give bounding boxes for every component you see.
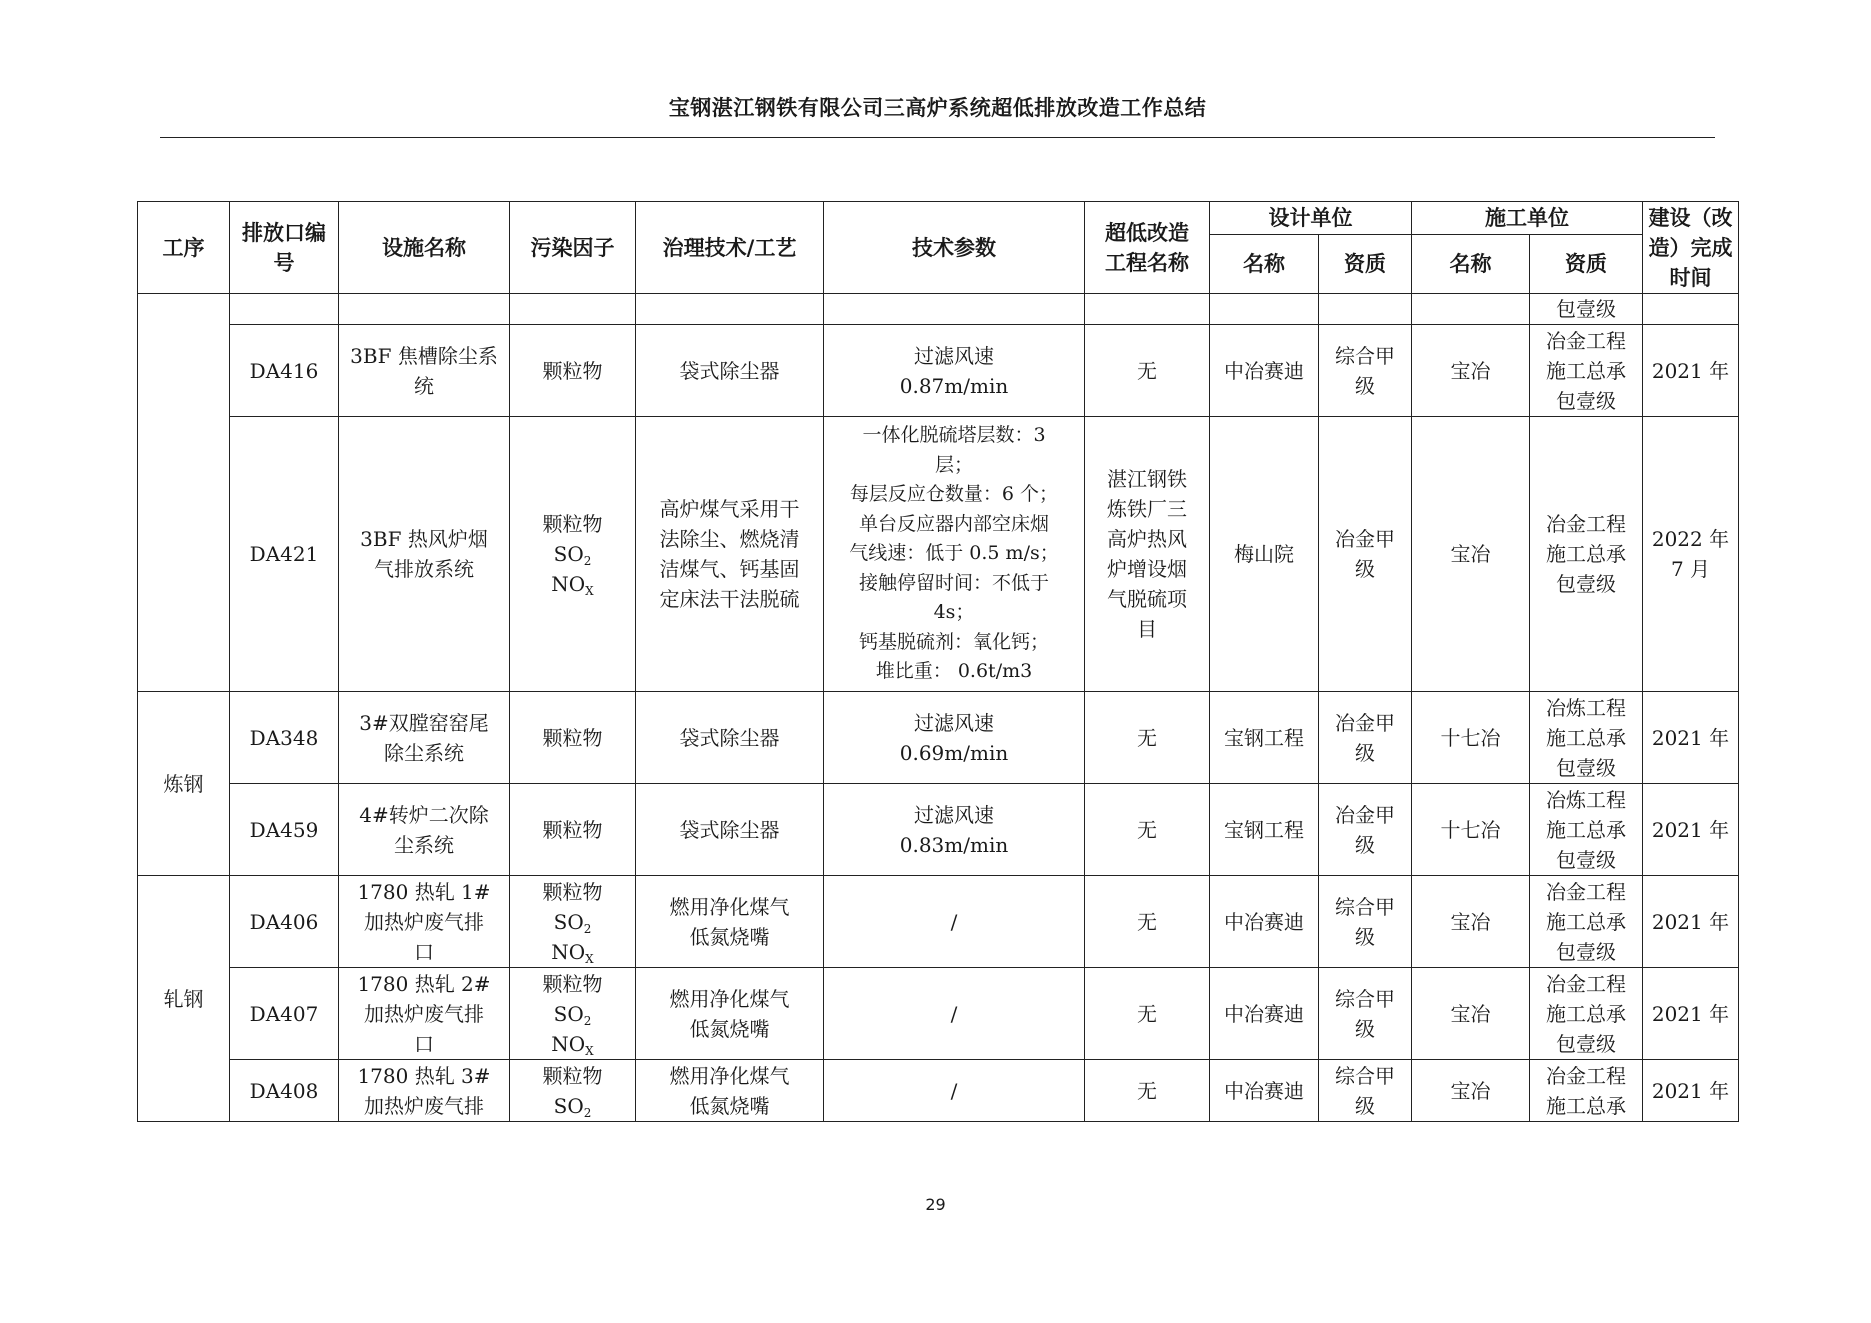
build-name-cell: 十七冶: [1412, 692, 1530, 784]
completion-time-cell: 2021 年: [1643, 1060, 1739, 1122]
outlet-code-cell: DA408: [230, 1060, 339, 1122]
completion-time-cell: 2021 年: [1643, 692, 1739, 784]
design-name-cell: 宝钢工程: [1210, 784, 1319, 876]
tech-cell: 袋式除尘器: [636, 784, 824, 876]
col-header-project: 超低改造 工程名称: [1085, 202, 1210, 294]
table-row: [138, 968, 1739, 1060]
completion-time-cell: 2021 年: [1643, 325, 1739, 417]
params-cell: 一体化脱硫塔层数：3 层； 每层反应仓数量：6 个； 单台反应器内部空床烟 气线速：低于 0.5 m/s； 接触停留时间：不低于 4s； 钙基脱硫剂：氧化钙； 堆比重： 0.6t/m3: [824, 417, 1085, 692]
cell-empty: [230, 294, 339, 325]
completion-time-cell: 2022 年 7 月: [1643, 417, 1739, 692]
design-name-cell: 梅山院: [1210, 417, 1319, 692]
emission-facilities-table: [137, 201, 1739, 1122]
pollutant-cell: 颗粒物 $SO_2$: [510, 1060, 636, 1122]
params-cell: /: [824, 876, 1085, 968]
cell-empty: [1085, 294, 1210, 325]
cell-empty: [1643, 294, 1739, 325]
tech-cell: 高炉煤气采用干 法除尘、燃烧清 洁煤气、钙基固 定床法干法脱硫: [636, 417, 824, 692]
facility-cell: 1780 热轧 1# 加热炉废气排 口: [339, 876, 510, 968]
build-name-cell: 宝冶: [1412, 876, 1530, 968]
page-number: 29: [925, 1195, 946, 1214]
tech-cell: 袋式除尘器: [636, 325, 824, 417]
pollutant-cell: 颗粒物 $SO_2$ $NO_X$: [510, 968, 636, 1060]
outlet-code-cell: DA416: [230, 325, 339, 417]
outlet-code-cell: DA407: [230, 968, 339, 1060]
cell-empty: [1412, 294, 1530, 325]
design-name-cell: 中冶赛迪: [1210, 968, 1319, 1060]
outlet-code-cell: DA421: [230, 417, 339, 692]
params-cell: 过滤风速 0.69m/min: [824, 692, 1085, 784]
build-name-cell: 宝冶: [1412, 417, 1530, 692]
build-qualification-cell: 冶炼工程 施工总承 包壹级: [1530, 784, 1643, 876]
params-cell: /: [824, 968, 1085, 1060]
build-qualification-cell: 冶金工程 施工总承 包壹级: [1530, 876, 1643, 968]
col-header-pollutant: 污染因子: [510, 202, 636, 294]
tech-cell: 袋式除尘器: [636, 692, 824, 784]
cell-empty: [1319, 294, 1412, 325]
pollutant-cell: 颗粒物: [510, 784, 636, 876]
build-qualification-cell: 冶炼工程 施工总承 包壹级: [1530, 692, 1643, 784]
design-name-cell: 中冶赛迪: [1210, 1060, 1319, 1122]
process-cell-rolling: 轧钢: [138, 876, 230, 1122]
col-header-design-qualification: 资质: [1319, 235, 1412, 294]
project-cell: 湛江钢铁 炼铁厂三 高炉热风 炉增设烟 气脱硫项 目: [1085, 417, 1210, 692]
table-row-carryover: [138, 294, 1739, 325]
build-name-cell: 宝冶: [1412, 325, 1530, 417]
col-header-outlet: 排放口编 号: [230, 202, 339, 294]
tech-cell: 燃用净化煤气 低氮烧嘴: [636, 1060, 824, 1122]
project-cell: 无: [1085, 325, 1210, 417]
table-row: [138, 325, 1739, 417]
table-row: [138, 784, 1739, 876]
design-qualification-cell: 综合甲 级: [1319, 876, 1412, 968]
params-cell: 过滤风速 0.87m/min: [824, 325, 1085, 417]
project-cell: 无: [1085, 784, 1210, 876]
build-qualification-cell: 冶金工程 施工总承: [1530, 1060, 1643, 1122]
pollutant-cell: 颗粒物: [510, 325, 636, 417]
build-qualification-cell: 冶金工程 施工总承 包壹级: [1530, 325, 1643, 417]
build-qualification-cell: 冶金工程 施工总承 包壹级: [1530, 417, 1643, 692]
col-header-tech: 治理技术/工艺: [636, 202, 824, 294]
design-name-cell: 宝钢工程: [1210, 692, 1319, 784]
col-header-process: 工序: [138, 202, 230, 294]
design-qualification-cell: 综合甲 级: [1319, 1060, 1412, 1122]
col-header-design-name: 名称: [1210, 235, 1319, 294]
design-qualification-cell: 综合甲 级: [1319, 325, 1412, 417]
outlet-code-cell: DA406: [230, 876, 339, 968]
table-row: [138, 1060, 1739, 1122]
design-name-cell: 中冶赛迪: [1210, 876, 1319, 968]
facility-cell: 4#转炉二次除 尘系统: [339, 784, 510, 876]
table-row: [138, 417, 1739, 692]
design-qualification-cell: 冶金甲 级: [1319, 417, 1412, 692]
pollutant-cell: 颗粒物 $SO_2$ $NO_X$: [510, 876, 636, 968]
completion-time-cell: 2021 年: [1643, 876, 1739, 968]
facility-cell: 1780 热轧 3# 加热炉废气排: [339, 1060, 510, 1122]
cell-empty: [1210, 294, 1319, 325]
header-divider: [160, 137, 1715, 138]
cell-empty: [510, 294, 636, 325]
project-cell: 无: [1085, 692, 1210, 784]
col-header-design-unit: 设计单位: [1210, 202, 1412, 235]
facility-cell: 3BF 焦槽除尘系 统: [339, 325, 510, 417]
build-name-cell: 宝冶: [1412, 968, 1530, 1060]
design-qualification-cell: 冶金甲 级: [1319, 784, 1412, 876]
completion-time-cell: 2021 年: [1643, 784, 1739, 876]
tech-cell: 燃用净化煤气 低氮烧嘴: [636, 876, 824, 968]
cell-empty: [824, 294, 1085, 325]
build-qualification-cell: 冶金工程 施工总承 包壹级: [1530, 968, 1643, 1060]
col-header-completion-time: 建设（改 造）完成 时间: [1643, 202, 1739, 294]
completion-time-cell: 2021 年: [1643, 968, 1739, 1060]
col-header-params: 技术参数: [824, 202, 1085, 294]
pollutant-cell: 颗粒物: [510, 692, 636, 784]
process-cell-steelmaking: 炼钢: [138, 692, 230, 876]
col-header-build-unit: 施工单位: [1412, 202, 1643, 235]
pollutant-cell: 颗粒物 $SO_2$ $NO_X$: [510, 417, 636, 692]
page-title: 宝钢湛江钢铁有限公司三高炉系统超低排放改造工作总结: [668, 96, 1207, 120]
project-cell: 无: [1085, 1060, 1210, 1122]
table-row: [138, 692, 1739, 784]
build-name-cell: 宝冶: [1412, 1060, 1530, 1122]
design-qualification-cell: 冶金甲 级: [1319, 692, 1412, 784]
col-header-build-qualification: 资质: [1530, 235, 1643, 294]
design-qualification-cell: 综合甲 级: [1319, 968, 1412, 1060]
outlet-code-cell: DA459: [230, 784, 339, 876]
col-header-facility: 设施名称: [339, 202, 510, 294]
facility-cell: 3#双膛窑窑尾 除尘系统: [339, 692, 510, 784]
facility-cell: 3BF 热风炉烟 气排放系统: [339, 417, 510, 692]
cell-empty: [339, 294, 510, 325]
params-cell: 过滤风速 0.83m/min: [824, 784, 1085, 876]
outlet-code-cell: DA348: [230, 692, 339, 784]
project-cell: 无: [1085, 968, 1210, 1060]
build-qualification-cell: 包壹级: [1530, 294, 1643, 325]
col-header-build-name: 名称: [1412, 235, 1530, 294]
facility-cell: 1780 热轧 2# 加热炉废气排 口: [339, 968, 510, 1060]
process-cell-ironmaking: [138, 294, 230, 692]
build-name-cell: 十七冶: [1412, 784, 1530, 876]
params-cell: /: [824, 1060, 1085, 1122]
tech-cell: 燃用净化煤气 低氮烧嘴: [636, 968, 824, 1060]
design-name-cell: 中冶赛迪: [1210, 325, 1319, 417]
cell-empty: [636, 294, 824, 325]
project-cell: 无: [1085, 876, 1210, 968]
table-row: [138, 876, 1739, 968]
